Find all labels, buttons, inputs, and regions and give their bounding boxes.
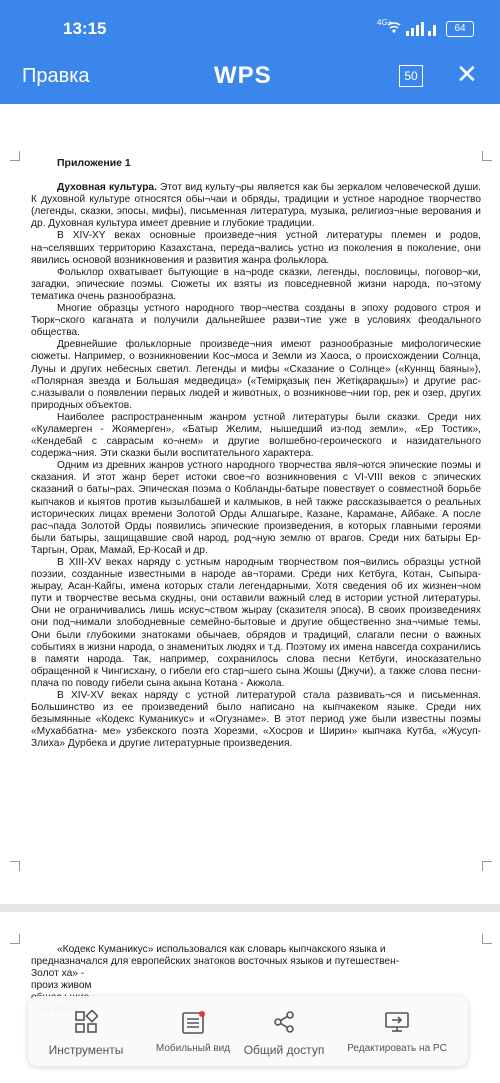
paragraph-lead: Духовная культура. [57,182,157,194]
close-icon[interactable]: ✕ [456,59,478,89]
paragraph [31,182,481,230]
app-bar [0,58,500,104]
page-count-button[interactable]: 50 [399,65,423,87]
paragraph: Наиболее распространенным жанром устной литературы были сказки. Среди них «Куламерген - Жоямерген», «Батыр Желим, нышедший из-под земли», «Ер Тостик», «Кендебай с саврасым ко¬нем» и другие волшебно-героического и назидательного содержа¬ния. Эти сказки были воспитательного характера. [31,411,481,460]
bottom-toolbar [28,996,468,1066]
signal-icon [388,22,438,36]
status-bar [0,0,500,58]
paragraph: В XIII-XV веках наряду с устным народным творчеством поя¬вились образцы устной поэзии, созданные известными в народе ав¬торами. Среди них Кетбуга, Котан, Сыпыра-жырау, Асан-Кайгы, имена которых стали легендарными. Хотя сведения об их жизнен¬ном пути и творчестве весьма скудны, они оставили важный след в истории устной литературы. Они не ограничивались лишь искус¬ством жырау (сказителя эпоса). В своих произведениях они под¬нимали злободневные семейно-бытовые и другие общественно зна¬чимые темы. Они были глубокими знатоками обычаев, обрядов и традиций, слагали песни о важных событиях в жизни народа, о знаменитых людях и т.д. Поэтому их имена навсегда сохранились в памяти народа. Так, например, сохранилось слова песни Кетбуги, иносказательно обращенной к Чингисхану, о гибели его стар¬шего сына Жошы (Джучи), а также слова песни-плача по поводу гибели сына акына Котана - Акжола. [31,557,481,689]
paragraph: В XIV-XY веках основные произведе¬ния устной литературы племен и родов, на¬селявших территорию Казахстана, переда¬вались устно из поколения в поколение, они явились основой возникновения и развития жанра фольклора. [31,230,481,266]
text-line: предназначался для европейских знатоков восточных языков и путешествен- [31,956,400,968]
text-line: «Кодекс Куманикус» использовался как словарь кыпчакского языка и [57,944,386,955]
paragraph: Фольклор охватывает бытующие в на¬роде сказки, легенды, пословицы, поговор¬ки, загадки, эпические поэмы. Сюжеты их взяты из повседневной жизни народа, по¬этому тематика очень разнообразна. [31,266,481,302]
document-text [31,157,481,751]
document-page[interactable] [0,104,500,904]
paragraph-text: Этот вид культу¬ры является как бы зеркалом человеческой души. К духовной культуре относятся обы¬чаи и обряды, традиции и устное народное творчество (легенды, сказки, эпосы, мифы), письменная литература, музыка, религиоз¬ные верования и др. Духовная культура имеет древние и глубокие традиции. [31,182,481,230]
battery-icon: 64 [446,21,474,37]
edit-button[interactable]: Правка [22,65,90,87]
tools-grid-icon [74,1010,98,1034]
share-button[interactable] [242,996,326,1066]
edit-on-pc-label: Редактировать на PC [347,1043,447,1054]
mobile-view-button[interactable] [144,996,242,1066]
paragraph: В XIV-XV веках наряду с устной литературой стала развивать¬ся и письменная. Большинство из ее произведений было написано на кыпчакеком языке. Среди них безымянные «Кодекс Куманикус» и «Огузнаме». В этот период уже были известны поэмы «Мухаббатна- ме» узбекского поэта Хорезми, «Хосров и Ширин» кыпчака Кутба, «Жусуп-Злиха» Дурбека и другие литературные произведения. [31,690,481,750]
text-line: Золот ха» - [31,968,85,980]
tools-button[interactable] [28,996,144,1066]
paragraph: Древнейшие фольклорные произведе¬ния имеют разнообразные мифологические сюжеты. Например, о возникновении Кос¬моса и Земли из Хаоса, о происхождении Солнца, Луны и других небесных светил. Легенды и мифы «Сказание о Солнце» («Куннщ баяны»), «Полярная звезда и Большая медведица» («Темiрқазық пен Жетiқарақшы») и другие рас- с.называли о появлении первых людей и животных, о возникнове¬нии гор, рек и озер, других природных объектов. [31,339,481,411]
status-time: 13:15 [63,19,107,38]
mobile-view-label: Мобильный вид [155,1043,231,1054]
share-icon [272,1010,296,1034]
page-corner-mark [482,861,492,871]
paragraph: Многие образцы устного народного твор¬чества созданы в эпоху родового строя и Тюрк¬ского каганата и получили дальнейшее разви¬тие уже в условиях феодального общества. [31,303,481,339]
text-line: произ живом [31,980,92,992]
edit-on-pc-button[interactable] [326,996,468,1066]
page-corner-mark [10,151,20,161]
page-corner-mark [482,934,492,944]
network-indicator: 4G+ [377,18,393,27]
paragraph: Одним из древних жанров устного народного творчества явля¬ются эпические поэмы и сказания. И этот жанр берет истоки свое¬го возникновения с VI-VIII веков с эпических сказаний о баты¬рах. Эпическая поэма о Кобланды-батыре повествует о совместной борьбе кыпчаков и кыятов против кызылбашей и калмыков, в ней также рассказывается о реальных исторических лицах времени Золотой Орды Алшагыре, Казане, Карамане, Айбаке. А после рас¬пада Золотой Орды появились эпические произведения, в которых главными героями были батыры, защищавшие свой народ, род¬ную землю от врагов. Среди них батыры Ер-Таргын, Орак, Мамай, Ер-Косай и др. [31,460,481,556]
page-corner-mark [482,151,492,161]
edit-on-pc-icon [384,1010,410,1034]
page-corner-mark [10,861,20,871]
tools-label: Инструменты [48,1043,124,1057]
mobile-view-icon [180,1010,206,1036]
appendix-heading: Приложение 1 [57,157,131,169]
wps-logo: WPS [214,62,272,89]
page-corner-mark [10,934,20,944]
share-label: Общий доступ [243,1043,325,1057]
